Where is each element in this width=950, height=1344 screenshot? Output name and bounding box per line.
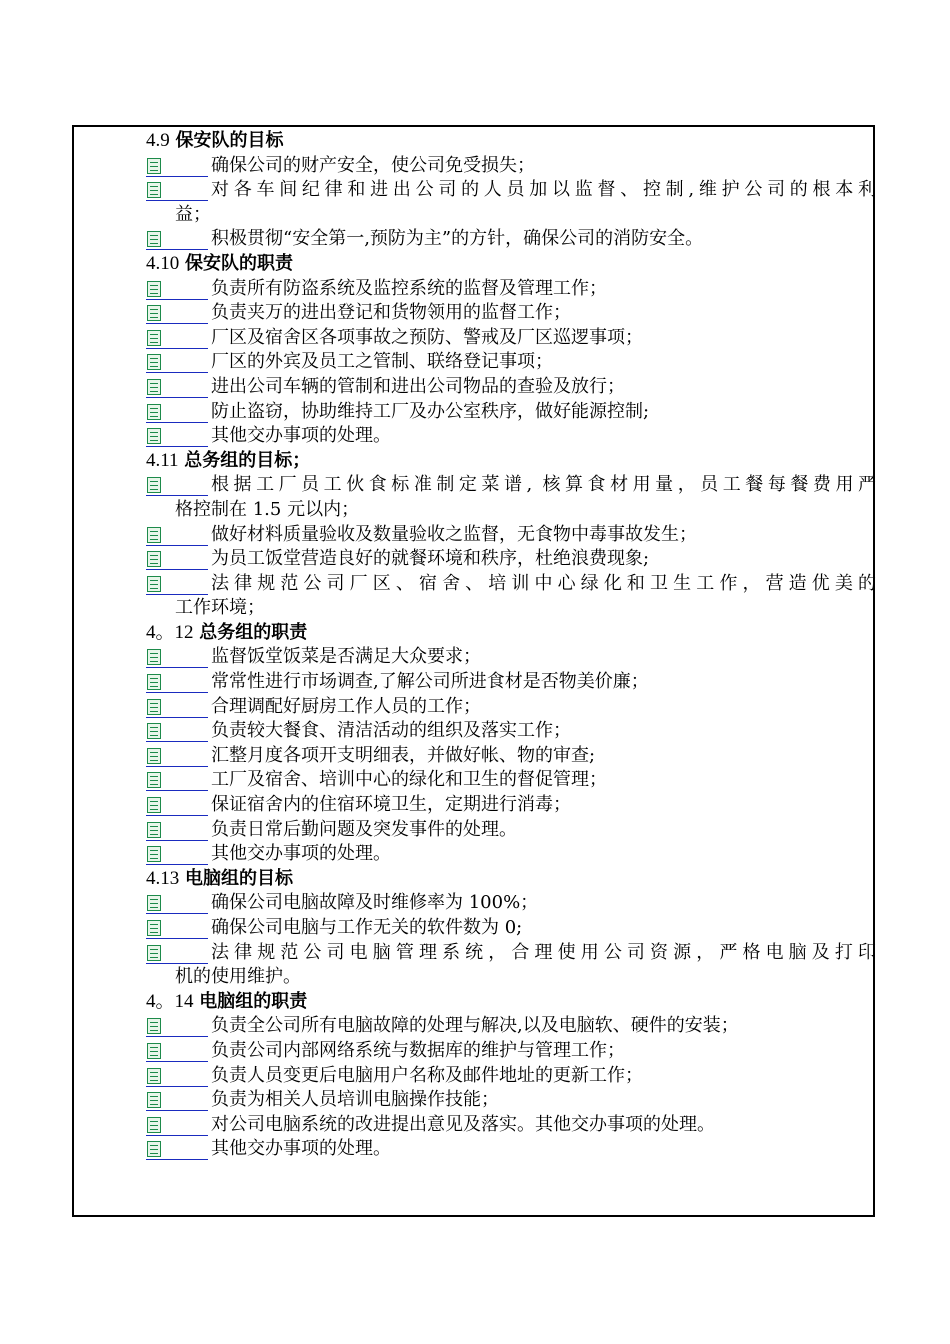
list-item — [146, 891, 876, 916]
list-item-text: 防止盗窃，协助维持工厂及办公室秩序，做好能源控制; — [211, 400, 650, 422]
bullet-link[interactable] — [146, 698, 208, 718]
list-item-continuation: 工作环境； — [175, 597, 265, 619]
bullet-link[interactable] — [146, 403, 208, 423]
section-heading-4-10 — [146, 252, 876, 277]
section-title: 总务组的职责 — [199, 621, 308, 643]
document-icon — [147, 404, 161, 420]
bullet-link[interactable] — [146, 1116, 208, 1136]
list-item — [146, 842, 876, 867]
list-item — [146, 1088, 876, 1113]
document-icon — [147, 1141, 161, 1157]
document-icon — [147, 1018, 161, 1034]
document-icon — [147, 330, 161, 346]
list-item — [146, 523, 876, 548]
list-item — [146, 326, 876, 351]
list-item-text: 负责全公司所有电脑故障的处理与解决,以及电脑软、硬件的安装； — [211, 1015, 739, 1037]
document-icon — [147, 699, 161, 715]
section-heading-4-13 — [146, 867, 876, 892]
bullet-link[interactable] — [146, 771, 208, 791]
list-item — [146, 400, 876, 425]
list-item — [146, 178, 876, 227]
bullet-link[interactable] — [146, 280, 208, 300]
bullet-link[interactable] — [146, 845, 208, 865]
section-title: 电脑组的职责 — [199, 990, 308, 1012]
document-icon — [147, 1092, 161, 1108]
bullet-link[interactable] — [146, 673, 208, 693]
list-item-text: 负责为相关人员培训电脑操作技能； — [211, 1089, 499, 1111]
document-icon — [147, 920, 161, 936]
bullet-link[interactable] — [146, 353, 208, 373]
list-item — [146, 375, 876, 400]
list-item — [146, 744, 876, 769]
bullet-link[interactable] — [146, 526, 208, 546]
list-item-text: 保证宿舍内的住宿环境卫生，定期进行消毒； — [211, 794, 571, 816]
list-item-text: 为员工饭堂营造良好的就餐环境和秩序，杜绝浪费现象; — [211, 548, 650, 570]
document-content — [146, 129, 876, 1162]
bullet-link[interactable] — [146, 747, 208, 767]
bullet-link[interactable] — [146, 427, 208, 447]
document-icon — [147, 379, 161, 395]
list-item — [146, 301, 876, 326]
section-number: 4.10 — [146, 252, 180, 274]
list-item-text: 确保公司电脑与工作无关的软件数为 0; — [211, 917, 523, 938]
document-frame — [72, 125, 875, 1217]
list-item — [146, 1113, 876, 1138]
bullet-link[interactable] — [146, 722, 208, 742]
list-item — [146, 154, 876, 179]
document-icon — [147, 945, 161, 961]
list-item-text: 厂区的外宾及员工之管制、联络登记事项； — [211, 351, 553, 373]
bullet-link[interactable] — [146, 894, 208, 914]
list-item-text: 积极贯彻“安全第一,预防为主”的方针，确保公司的消防安全。 — [211, 228, 704, 250]
document-icon — [147, 797, 161, 813]
list-item-text: 合理调配好厨房工作人员的工作； — [211, 695, 481, 717]
bullet-link[interactable] — [146, 648, 208, 668]
list-item-text: 其他交办事项的处理。 — [211, 843, 391, 865]
bullet-link[interactable] — [146, 181, 208, 201]
list-item-text: 负责日常后勤问题及突发事件的处理。 — [211, 818, 517, 840]
list-item — [146, 424, 876, 449]
list-item-continuation: 益； — [175, 203, 211, 225]
list-item — [146, 793, 876, 818]
section-heading-4-14 — [146, 990, 876, 1015]
section-number: 4.11 — [146, 449, 179, 471]
list-item-text: 厂区及宿舍区各项事故之预防、警戒及厂区巡逻事项； — [211, 326, 643, 348]
document-icon — [147, 354, 161, 370]
bullet-link[interactable] — [146, 821, 208, 841]
list-item — [146, 473, 876, 522]
document-icon — [147, 895, 161, 911]
bullet-link[interactable] — [146, 476, 208, 496]
bullet-link[interactable] — [146, 796, 208, 816]
list-item-text: 进出公司车辆的管制和进出公司物品的查验及放行； — [211, 375, 625, 397]
document-icon — [147, 576, 161, 592]
document-icon — [147, 305, 161, 321]
list-item-text: 负责公司内部网络系统与数据库的维护与管理工作； — [211, 1039, 625, 1061]
list-item — [146, 1014, 876, 1039]
list-item — [146, 645, 876, 670]
document-icon — [147, 158, 161, 174]
list-item-text: 法律规范公司厂区、宿舍、培训中心绿化和卫生工作，营造优美的 — [211, 572, 876, 594]
list-item-text: 其他交办事项的处理。 — [211, 425, 391, 447]
document-icon — [147, 1068, 161, 1084]
bullet-link[interactable] — [146, 919, 208, 939]
list-item — [146, 1137, 876, 1162]
list-item — [146, 916, 876, 941]
list-item — [146, 1064, 876, 1089]
document-icon — [147, 649, 161, 665]
document-icon — [147, 1043, 161, 1059]
bullet-link[interactable] — [146, 575, 208, 595]
section-heading-4-11 — [146, 449, 876, 474]
section-number: 4.13 — [146, 867, 180, 889]
document-icon — [147, 527, 161, 543]
list-item-text: 工厂及宿舍、培训中心的绿化和卫生的督促管理； — [211, 769, 607, 791]
document-icon — [147, 281, 161, 297]
document-icon — [147, 551, 161, 567]
list-item — [146, 818, 876, 843]
list-item-text: 负责所有防盗系统及监控系统的监督及管理工作； — [211, 277, 607, 299]
document-icon — [147, 182, 161, 198]
list-item-text: 汇整月度各项开支明细表，并做好帐、物的审查; — [211, 744, 596, 766]
list-item-continuation: 机的使用维护。 — [175, 966, 301, 988]
list-item-text: 确保公司电脑故障及时维修率为 100%； — [211, 892, 539, 914]
bullet-link[interactable] — [146, 944, 208, 964]
bullet-link[interactable] — [146, 1067, 208, 1087]
bullet-link[interactable] — [146, 1017, 208, 1037]
list-item-text: 根据工厂员工伙食标准制定菜谱, 核算食材用量，员工餐每餐费用严 — [211, 474, 876, 496]
list-item — [146, 547, 876, 572]
bullet-link[interactable] — [146, 1091, 208, 1111]
bullet-link[interactable] — [146, 1140, 208, 1160]
bullet-link[interactable] — [146, 157, 208, 177]
bullet-link[interactable] — [146, 230, 208, 250]
list-item-text: 确保公司的财产安全，使公司免受损失； — [211, 154, 535, 176]
section-heading-4-9 — [146, 129, 876, 154]
bullet-link[interactable] — [146, 550, 208, 570]
section-title: 电脑组的目标 — [184, 867, 293, 889]
list-item — [146, 572, 876, 621]
document-icon — [147, 822, 161, 838]
bullet-link[interactable] — [146, 329, 208, 349]
list-item-text: 法律规范公司电脑管理系统，合理使用公司资源，严格电脑及打印 — [211, 941, 876, 963]
document-icon — [147, 723, 161, 739]
list-item-text: 做好材料质量验收及数量验收之监督，无食物中毒事故发生； — [211, 523, 697, 545]
list-item-text: 负责人员变更后电脑用户名称及邮件地址的更新工作； — [211, 1064, 643, 1086]
section-title: 总务组的目标； — [184, 449, 311, 471]
bullet-link[interactable] — [146, 304, 208, 324]
bullet-link[interactable] — [146, 378, 208, 398]
list-item-text: 常常性进行市场调查,了解公司所进食材是否物美价廉； — [211, 671, 649, 693]
document-icon — [147, 1117, 161, 1133]
document-icon — [147, 477, 161, 493]
document-icon — [147, 748, 161, 764]
section-number: 4。12 — [146, 621, 194, 643]
list-item — [146, 227, 876, 252]
list-item — [146, 670, 876, 695]
list-item-text: 负责较大餐食、清洁活动的组织及落实工作； — [211, 720, 571, 742]
section-title: 保安队的职责 — [184, 252, 293, 274]
list-item — [146, 695, 876, 720]
document-icon — [147, 231, 161, 247]
bullet-link[interactable] — [146, 1042, 208, 1062]
list-item-text: 对各车间纪律和进出公司的人员加以监督、控制,维护公司的根本利 — [211, 179, 876, 201]
list-item-text: 负责夹万的进出登记和货物领用的监督工作； — [211, 302, 571, 324]
document-icon — [147, 772, 161, 788]
list-item-text: 对公司电脑系统的改进提出意见及落实。其他交办事项的处理。 — [211, 1113, 715, 1135]
list-item — [146, 1039, 876, 1064]
list-item — [146, 277, 876, 302]
section-number: 4。14 — [146, 990, 194, 1012]
section-title: 保安队的目标 — [175, 130, 284, 151]
list-item — [146, 768, 876, 793]
document-icon — [147, 846, 161, 862]
section-number: 4.9 — [146, 130, 170, 151]
list-item-text: 监督饭堂饭菜是否满足大众要求； — [211, 646, 481, 668]
list-item-continuation: 格控制在 1.5 元以内； — [175, 498, 360, 520]
section-heading-4-12 — [146, 621, 876, 646]
list-item — [146, 941, 876, 990]
document-icon — [147, 674, 161, 690]
document-icon — [147, 428, 161, 444]
list-item-text: 其他交办事项的处理。 — [211, 1138, 391, 1160]
list-item — [146, 719, 876, 744]
list-item — [146, 350, 876, 375]
